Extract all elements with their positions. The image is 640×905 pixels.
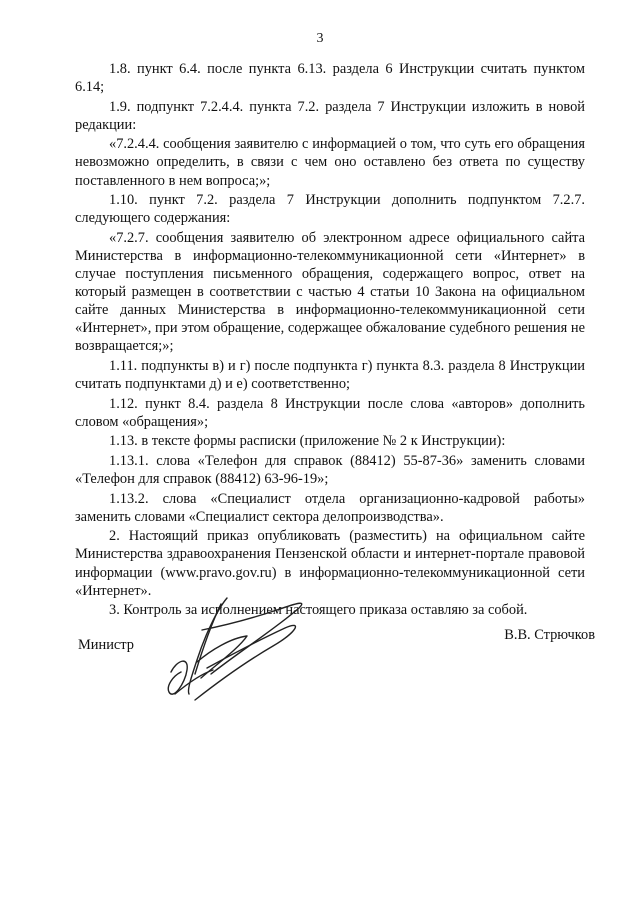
- handwritten-signature: [167, 590, 337, 720]
- paragraph-1-13: 1.13. в тексте формы расписки (приложение № 2 к Инструкции):: [109, 433, 506, 450]
- paragraph-7-2-7: «7.2.7. сообщения заявителю об электронном адресе официального сайта Министерства в информационно-телекоммуникационной сети «Интернет» в случае поступления письменного обращения, содержащего вопрос, ответ на который размещен в соответствии с частью 4 статьи 10 Закона на официальном сайте данных Министерства в информационно-телекоммуникационной сети «Интернет», при этом обращение, содержащее обжалование судебного решения не возвращается;»;: [75, 229, 585, 355]
- paragraph-1-9: 1.9. подпункт 7.2.4.4. пункта 7.2. раздела 7 Инструкции изложить в новой редакции:: [75, 98, 585, 133]
- paragraph-1-13-1: 1.13.1. слова «Телефон для справок (88412) 55-87-36» заменить словами «Телефон для справок (88412) 63-96-19»;: [75, 452, 585, 488]
- paragraph-7-2-4-4: «7.2.4.4. сообщения заявителю с информацией о том, что суть его обращения невозможно определить, в связи с чем оно оставлено без ответа по существу поставленного в нем вопроса;»;: [75, 136, 585, 189]
- page-number: 3: [316, 31, 324, 46]
- signatory-title: Министр: [78, 637, 134, 653]
- document-body: [75, 60, 585, 621]
- paragraph-1-10: 1.10. пункт 7.2. раздела 7 Инструкции дополнить подпунктом 7.2.7. следующего содержания:: [75, 192, 585, 227]
- signature-block: [75, 590, 595, 730]
- paragraph-1-12: 1.12. пункт 8.4. раздела 8 Инструкции после слова «авторов» дополнить словом «обращения»;: [75, 395, 585, 430]
- paragraph-1-13-2: 1.13.2. слова «Специалист отдела организационно-кадровой работы» заменить словами «Специалист сектора делопроизводства».: [75, 490, 585, 525]
- paragraph-2: 2. Настоящий приказ опубликовать (разместить) на официальном сайте Министерства здравоохранения Пензенской области и интернет-портале правовой информации (www.pravo.gov.ru) в информационно-телекоммуникационной сети «Интернет».: [75, 528, 585, 599]
- paragraph-1-11: 1.11. подпункты в) и г) после подпункта г) пункта 8.3. раздела 8 Инструкции считать подпунктами д) и е) соответственно;: [75, 358, 585, 393]
- paragraph-1-8: 1.8. пункт 6.4. после пункта 6.13. раздела 6 Инструкции считать пунктом 6.14;: [75, 61, 585, 96]
- signatory-name: В.В. Стрючков: [504, 627, 595, 643]
- paragraph-3: 3. Контроль за исполнением настоящего приказа оставляю за собой.: [109, 602, 528, 619]
